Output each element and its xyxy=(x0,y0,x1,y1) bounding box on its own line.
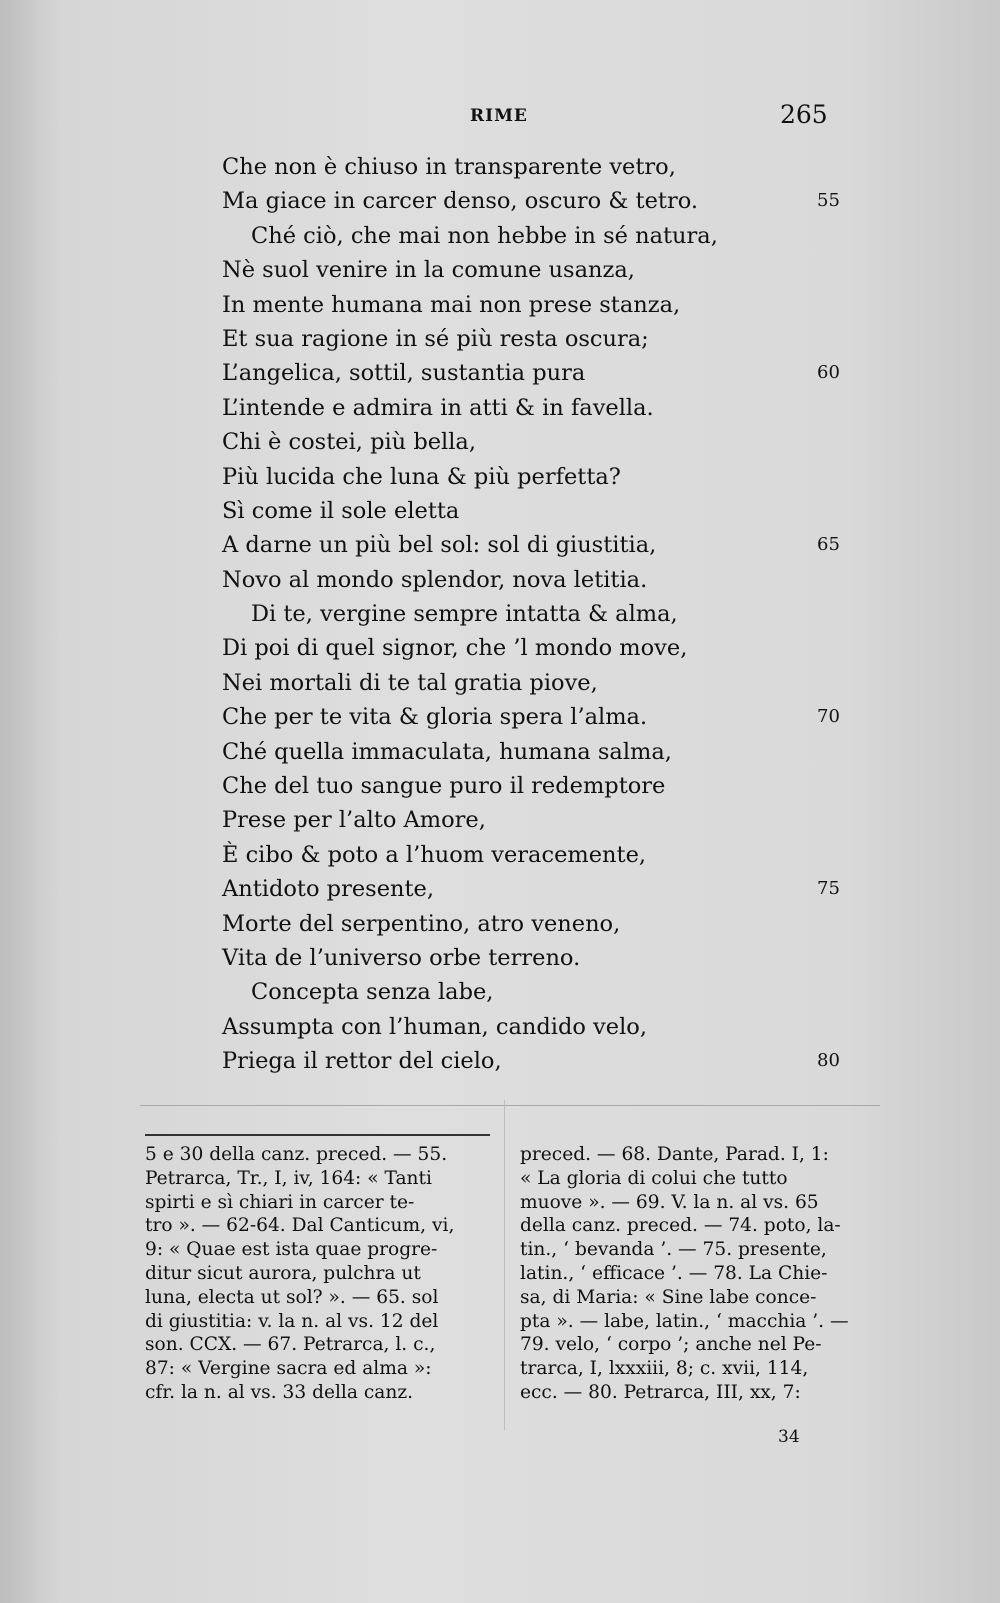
verse-line xyxy=(222,872,840,906)
verse-line xyxy=(222,184,840,218)
verse-line xyxy=(222,597,718,631)
note-line: ecc. — 80. Petrarca, III, xx, 7: xyxy=(520,1381,801,1403)
note-line: tro ». — 62-64. Dal Canticum, vi, xyxy=(145,1215,455,1237)
verse-line xyxy=(222,975,718,1009)
verse-text: L’angelica, sottil, sustantia pura xyxy=(222,360,586,387)
note-line: trarca, I, lxxxiii, 8; c. xvii, 114, xyxy=(520,1358,809,1380)
note-line: 9: « Quae est ista quae progre- xyxy=(145,1239,438,1261)
verse-text: In mente humana mai non prese stanza, xyxy=(222,291,681,318)
verse-line xyxy=(222,288,718,322)
line-number: 80 xyxy=(817,1050,840,1072)
notes-rule xyxy=(145,1134,490,1136)
verse-text: Di poi di quel signor, che ’l mondo move, xyxy=(222,635,688,662)
verse-text: Che per te vita & gloria spera l’alma. xyxy=(222,704,648,731)
verse-line xyxy=(222,700,840,734)
verse-text: Che del tuo sangue puro il redemptore xyxy=(222,773,666,800)
verse-line xyxy=(222,494,718,528)
verse-line xyxy=(222,803,718,837)
verse-text: Ché ciò, che mai non hebbe in sé natura, xyxy=(251,222,718,249)
note-line: tin., ‘ bevanda ’. — 75. presente, xyxy=(520,1239,827,1261)
verse-line xyxy=(222,769,718,803)
verse-line xyxy=(222,253,718,287)
poem-verses xyxy=(222,150,840,1079)
signature-mark: 34 xyxy=(778,1427,800,1447)
verse-text: Concepta senza labe, xyxy=(251,979,494,1006)
line-number: 60 xyxy=(817,362,840,384)
footnote-separator xyxy=(140,1105,880,1106)
verse-line xyxy=(222,563,718,597)
verse-text: Et sua ragione in sé più resta oscura; xyxy=(222,325,649,352)
verse-line xyxy=(222,322,718,356)
verse-text: Morte del serpentino, atro veneno, xyxy=(222,910,621,937)
verse-text: A darne un più bel sol: sol di giustitia, xyxy=(222,532,657,559)
verse-text: Sì come il sole eletta xyxy=(222,497,460,524)
verse-text: Più lucida che luna & più perfetta? xyxy=(222,463,621,490)
verse-text: Ma giace in carcer denso, oscuro & tetro. xyxy=(222,188,699,215)
verse-text: Vita de l’universo orbe terreno. xyxy=(222,944,581,971)
verse-text: L’intende e admira in atti & in favella. xyxy=(222,394,654,421)
verse-line xyxy=(222,735,718,769)
verse-text: È cibo & poto a l’huom veracemente, xyxy=(222,841,647,868)
verse-line xyxy=(222,219,718,253)
line-number: 65 xyxy=(817,534,840,556)
note-line: cfr. la n. al vs. 33 della canz. xyxy=(145,1381,414,1403)
verse-text: Nei mortali di te tal gratia piove, xyxy=(222,669,598,696)
note-line: son. CCX. — 67. Petrarca, l. c., xyxy=(145,1334,436,1356)
verse-text: Chi è costei, più bella, xyxy=(222,429,476,456)
notes-right-column xyxy=(520,1143,862,1405)
note-line: spirti e sì chiari in carcer te- xyxy=(145,1191,415,1213)
verse-line xyxy=(222,460,718,494)
line-number: 75 xyxy=(817,878,840,900)
verse-line xyxy=(222,941,718,975)
note-line: sa, di Maria: « Sine labe conce- xyxy=(520,1286,817,1308)
verse-text: Nè suol venire in la comune usanza, xyxy=(222,257,635,284)
verse-text: Prese per l’alto Amore, xyxy=(222,807,486,834)
note-line: luna, electa ut sol? ». — 65. sol xyxy=(145,1286,439,1308)
note-line: latin., ‘ efficace ’. — 78. La Chie- xyxy=(520,1262,828,1284)
verse-line xyxy=(222,907,718,941)
verse-line xyxy=(222,391,718,425)
verse-text: Ché quella immaculata, humana salma, xyxy=(222,738,672,765)
verse-line xyxy=(222,631,718,665)
note-line: della canz. preced. — 74. poto, la- xyxy=(520,1215,841,1237)
note-line: di giustitia: v. la n. al vs. 12 del xyxy=(145,1310,439,1332)
verse-text: Di te, vergine sempre intatta & alma, xyxy=(251,601,678,628)
verse-text: Che non è chiuso in transparente vetro, xyxy=(222,154,676,180)
note-line: 87: « Vergine sacra ed alma »: xyxy=(145,1358,432,1380)
verse-line xyxy=(222,425,718,459)
notes-left-column xyxy=(145,1143,487,1405)
verse-line xyxy=(222,838,718,872)
running-head: RIME xyxy=(470,106,528,126)
note-line: 79. velo, ‘ corpo ’; anche nel Pe- xyxy=(520,1334,822,1356)
note-line: muove ». — 69. V. la n. al vs. 65 xyxy=(520,1191,819,1213)
note-line: 5 e 30 della canz. preced. — 55. xyxy=(145,1144,448,1165)
verse-line xyxy=(222,1010,718,1044)
verse-line xyxy=(222,150,718,184)
note-line: preced. — 68. Dante, Parad. I, 1: xyxy=(520,1144,829,1165)
note-line: « La gloria di colui che tutto xyxy=(520,1167,788,1189)
verse-line xyxy=(222,528,840,562)
verse-text: Assumpta con l’human, candido velo, xyxy=(222,1013,647,1040)
verse-line xyxy=(222,356,840,390)
note-line: ditur sicut aurora, pulchra ut xyxy=(145,1262,421,1284)
verse-text: Priega il rettor del cielo, xyxy=(222,1048,502,1075)
notes-column-divider xyxy=(504,1100,505,1430)
verse-line xyxy=(222,1044,840,1078)
note-line: Petrarca, Tr., I, iv, 164: « Tanti xyxy=(145,1167,432,1189)
verse-text: Antidoto presente, xyxy=(222,876,435,903)
verse-text: Novo al mondo splendor, nova letitia. xyxy=(222,566,648,593)
note-line: pta ». — labe, latin., ‘ macchia ’. — xyxy=(520,1310,849,1332)
page-number: 265 xyxy=(780,100,828,129)
line-number: 70 xyxy=(817,706,840,728)
verse-line xyxy=(222,666,718,700)
line-number: 55 xyxy=(817,190,840,212)
